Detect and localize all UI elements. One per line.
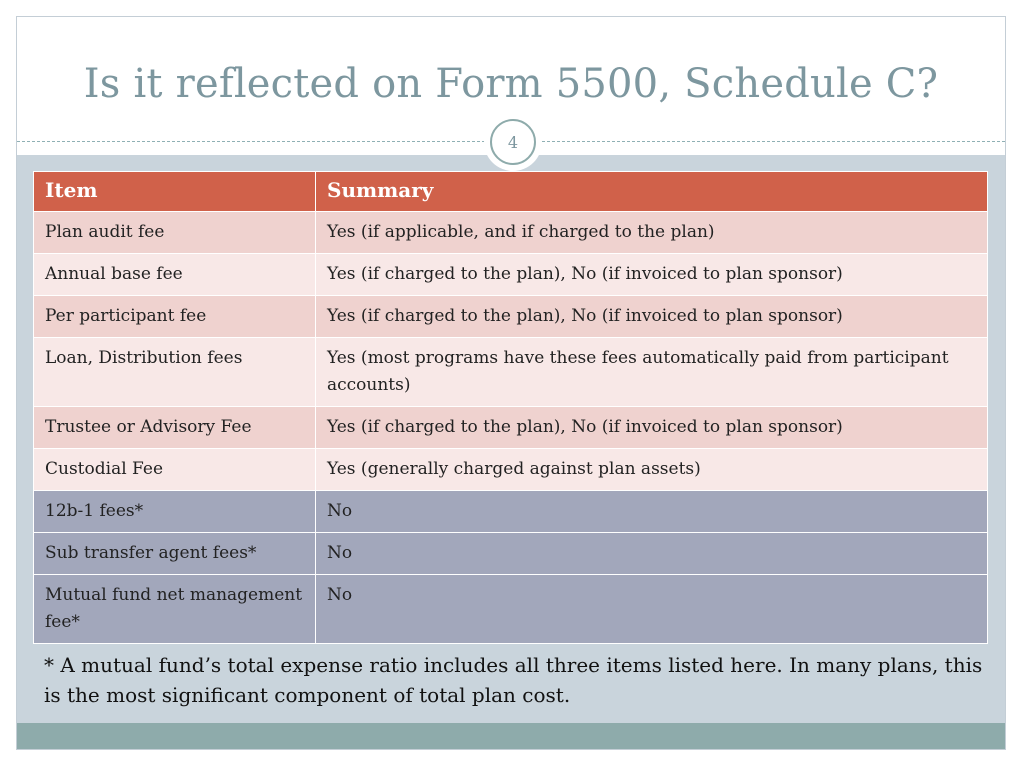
summary-cell: No xyxy=(316,575,988,644)
table-row xyxy=(34,254,988,296)
item-cell: Loan, Distribution fees xyxy=(34,338,316,407)
footnote: * A mutual fund’s total expense ratio includes all three items listed here. In many plans, this is the most significant component of total plan cost. xyxy=(44,653,983,707)
table-row xyxy=(34,212,988,254)
header-item: Item xyxy=(34,172,316,212)
footer-band xyxy=(17,723,1005,749)
slide-title: Is it reflected on Form 5500, Schedule C? xyxy=(83,61,939,107)
summary-cell: Yes (generally charged against plan assets) xyxy=(316,449,988,491)
item-cell: Trustee or Advisory Fee xyxy=(34,407,316,449)
table-header-row xyxy=(34,172,988,212)
table-row xyxy=(34,296,988,338)
table-row xyxy=(34,449,988,491)
fee-table xyxy=(33,171,988,644)
summary-cell: Yes (if charged to the plan), No (if invoiced to plan sponsor) xyxy=(316,407,988,449)
table-row xyxy=(34,491,988,533)
summary-cell: No xyxy=(316,491,988,533)
item-cell: Annual base fee xyxy=(34,254,316,296)
table-row xyxy=(34,407,988,449)
summary-cell: Yes (if applicable, and if charged to the plan) xyxy=(316,212,988,254)
summary-cell: Yes (if charged to the plan), No (if invoiced to plan sponsor) xyxy=(316,296,988,338)
item-cell: 12b-1 fees* xyxy=(34,491,316,533)
item-cell: Mutual fund net management fee* xyxy=(34,575,316,644)
table-row xyxy=(34,575,988,644)
header-summary: Summary xyxy=(316,172,988,212)
item-cell: Per participant fee xyxy=(34,296,316,338)
table-row xyxy=(34,533,988,575)
table-row xyxy=(34,338,988,407)
item-cell: Sub transfer agent fees* xyxy=(34,533,316,575)
summary-cell: No xyxy=(316,533,988,575)
page-number-badge xyxy=(484,113,542,171)
item-cell: Custodial Fee xyxy=(34,449,316,491)
page-number: 4 xyxy=(490,119,536,165)
summary-cell: Yes (if charged to the plan), No (if invoiced to plan sponsor) xyxy=(316,254,988,296)
item-cell: Plan audit fee xyxy=(34,212,316,254)
summary-cell: Yes (most programs have these fees automatically paid from participant accounts) xyxy=(316,338,988,407)
